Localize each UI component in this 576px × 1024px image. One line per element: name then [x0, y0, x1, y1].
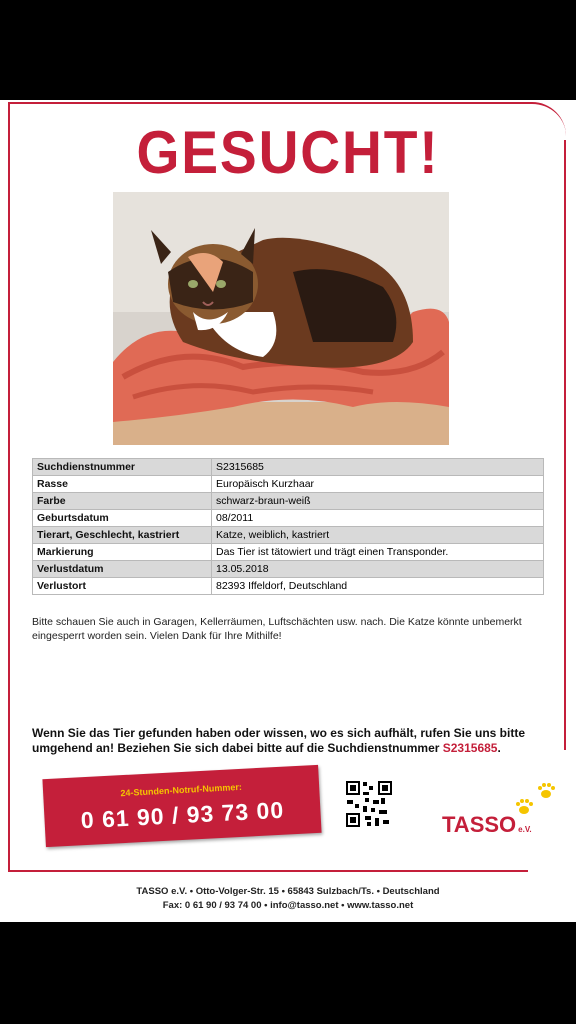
poster-frame-right	[564, 140, 566, 750]
row-value: Das Tier ist tätowiert und trägt einen Transponder.	[212, 544, 544, 561]
qr-code-icon[interactable]	[345, 780, 393, 828]
logo-name: TASSO	[442, 812, 517, 837]
row-value: Katze, weiblich, kastriert	[212, 527, 544, 544]
search-note: Bitte schauen Sie auch in Garagen, Kellerräumen, Luftschächten usw. nach. Die Katze könnte unbemerkt eingesperrt worden sein. Vielen Dank für Ihre Mithilfe!	[32, 616, 522, 642]
row-value: Europäisch Kurzhaar	[212, 476, 544, 493]
search-number: S2315685	[442, 741, 498, 755]
row-label: Verlustdatum	[33, 561, 212, 578]
call-text: Wenn Sie das Tier gefunden haben oder wissen, wo es sich aufhält, rufen Sie uns bitte umgehend an! Beziehen Sie sich dabei bitte auf die Suchdienstnummer	[32, 726, 525, 755]
info-table	[32, 458, 544, 595]
call-to-action	[32, 726, 542, 756]
footer-contact: Fax: 0 61 90 / 93 74 00 • info@tasso.net • www.tasso.net	[162, 900, 414, 911]
tasso-logo	[442, 812, 532, 838]
row-value: 08/2011	[212, 510, 544, 527]
row-value: 82393 Iffeldorf, Deutschland	[212, 578, 544, 595]
table-row	[33, 527, 544, 544]
row-label: Markierung	[33, 544, 212, 561]
poster-frame-bottom	[8, 870, 528, 872]
footer-address: TASSO e.V. • Otto-Volger-Str. 15 • 65843 Sulzbach/Ts. • Deutschland	[136, 886, 440, 897]
row-label: Verlustort	[33, 578, 212, 595]
poster-title: GESUCHT!	[136, 119, 440, 186]
row-label: Suchdienstnummer	[33, 459, 212, 476]
logo-suffix: e.V.	[518, 825, 532, 834]
row-label: Geburtsdatum	[33, 510, 212, 527]
hotline-label: 24-Stunden-Notruf-Nummer:	[120, 781, 243, 799]
table-row	[33, 544, 544, 561]
table-row	[33, 459, 544, 476]
call-end: .	[497, 741, 501, 755]
table-row	[33, 476, 544, 493]
table-row	[33, 510, 544, 527]
table-row	[33, 493, 544, 510]
table-row	[33, 561, 544, 578]
cat-photo	[113, 192, 449, 445]
row-label: Farbe	[33, 493, 212, 510]
row-value: 13.05.2018	[212, 561, 544, 578]
row-label: Rasse	[33, 476, 212, 493]
footer	[0, 885, 576, 913]
table-row	[33, 578, 544, 595]
row-value: schwarz-braun-weiß	[212, 493, 544, 510]
hotline-banner	[42, 765, 321, 847]
hotline-phone[interactable]: 0 61 90 / 93 73 00	[80, 796, 285, 834]
row-label: Tierart, Geschlecht, kastriert	[33, 527, 212, 544]
poster	[0, 100, 576, 922]
row-value: S2315685	[212, 459, 544, 476]
